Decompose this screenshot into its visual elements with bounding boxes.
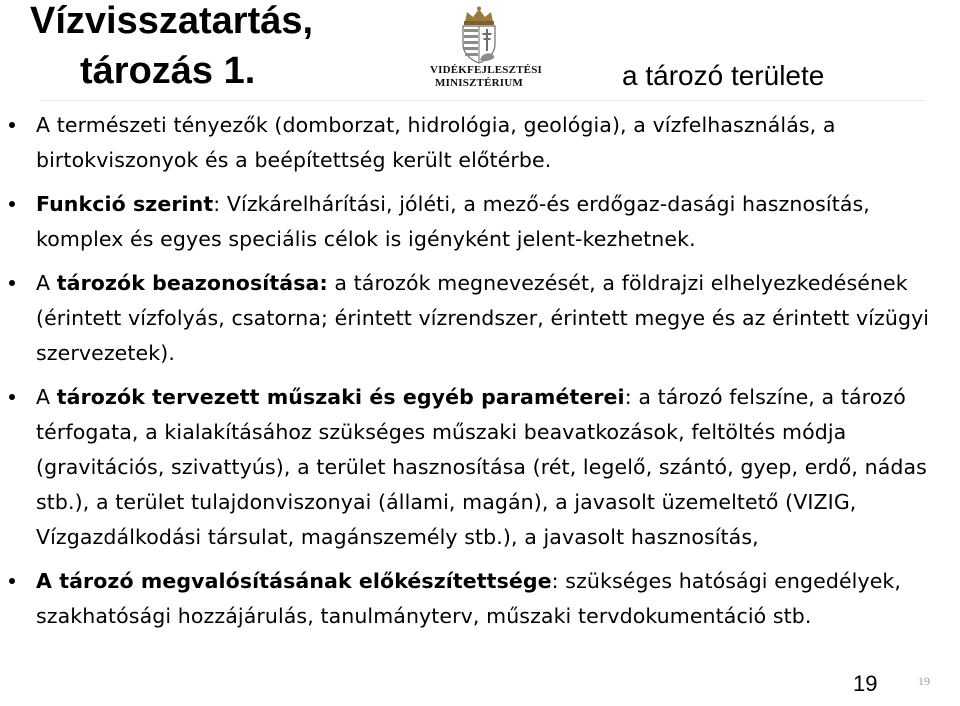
- bullet-item: [0, 108, 960, 178]
- bullet-text: A természeti tényezők (domborzat, hidrológia, geológia), a vízfelhasználás, a birtokviszonyok és a beépítettség került előtérbe.: [36, 113, 836, 172]
- bullet-bold-text: Funkció szerint: [36, 192, 214, 216]
- slide-title-line-2: tározás 1.: [80, 50, 256, 92]
- page-number: 19: [853, 671, 878, 696]
- logo-text-line-2: MINISZTÉRIUM: [435, 77, 523, 89]
- bullet-bold-text: tározók beazonosítása:: [56, 271, 328, 295]
- bullet-text: : Vízkárelhárítási, jóléti, a mező-és erdőgaz-dasági hasznosítás, komplex és egyes speciális célok is igényként jelent-kezhetnek.: [36, 192, 870, 251]
- bullet-bold-text: tározók tervezett műszaki és egyéb paraméterei: [56, 385, 625, 409]
- bullet-text: a tározók megnevezését, a földrajzi elhelyezkedésének (érintett vízfolyás, csatorna; érintett vízrendszer, érintett megye és az érintett vízügyi szervezetek).: [36, 271, 930, 365]
- bullet-text: : szükséges hatósági engedélyek, szakhatósági hozzájárulás, tanulmányterv, műszaki tervdokumentáció stb.: [36, 569, 901, 628]
- logo-text-line-1: VIDÉKFEJLESZTÉSI: [430, 64, 543, 76]
- bullet-list: [0, 108, 960, 643]
- slide-title: [30, 0, 313, 96]
- bullet-dot-icon: [9, 578, 15, 584]
- bullet-item: [0, 187, 960, 257]
- page-number-small: 19: [918, 674, 930, 688]
- bullet-item: [0, 266, 960, 371]
- bullet-dot-icon: [9, 122, 15, 128]
- bullet-item: [0, 564, 960, 634]
- slide-subtitle: a tározó területe: [622, 60, 825, 91]
- bullet-text: : a tározó felszíne, a tározó térfogata, a kialakításához szükséges műszaki beavatkozások, feltöltés módja (gravitációs, szivattyús), a terület hasznosítása (rét, legelő, szántó, gyep, erdő, nádas stb.), a terület tulajdonviszonyai (állami, magán), a javasolt üzemeltető (VIZIG, Vízgazdálkodási társulat, magánszemély stb.), a javasolt hasznosítás,: [36, 385, 927, 549]
- coat-of-arms-icon: [457, 6, 501, 64]
- bullet-text: A: [36, 385, 57, 409]
- ministry-logo: [430, 6, 543, 94]
- bullet-dot-icon: [9, 201, 15, 207]
- bullet-dot-icon: [9, 394, 15, 400]
- slide-title-line-1: Vízvisszatartás,: [30, 0, 314, 42]
- bullet-text: A: [36, 271, 57, 295]
- bullet-dot-icon: [9, 280, 15, 286]
- header-divider: [40, 100, 924, 101]
- bullet-bold-text: A tározó megvalósításának előkészítettsége: [36, 569, 552, 593]
- bullet-item: [0, 380, 960, 555]
